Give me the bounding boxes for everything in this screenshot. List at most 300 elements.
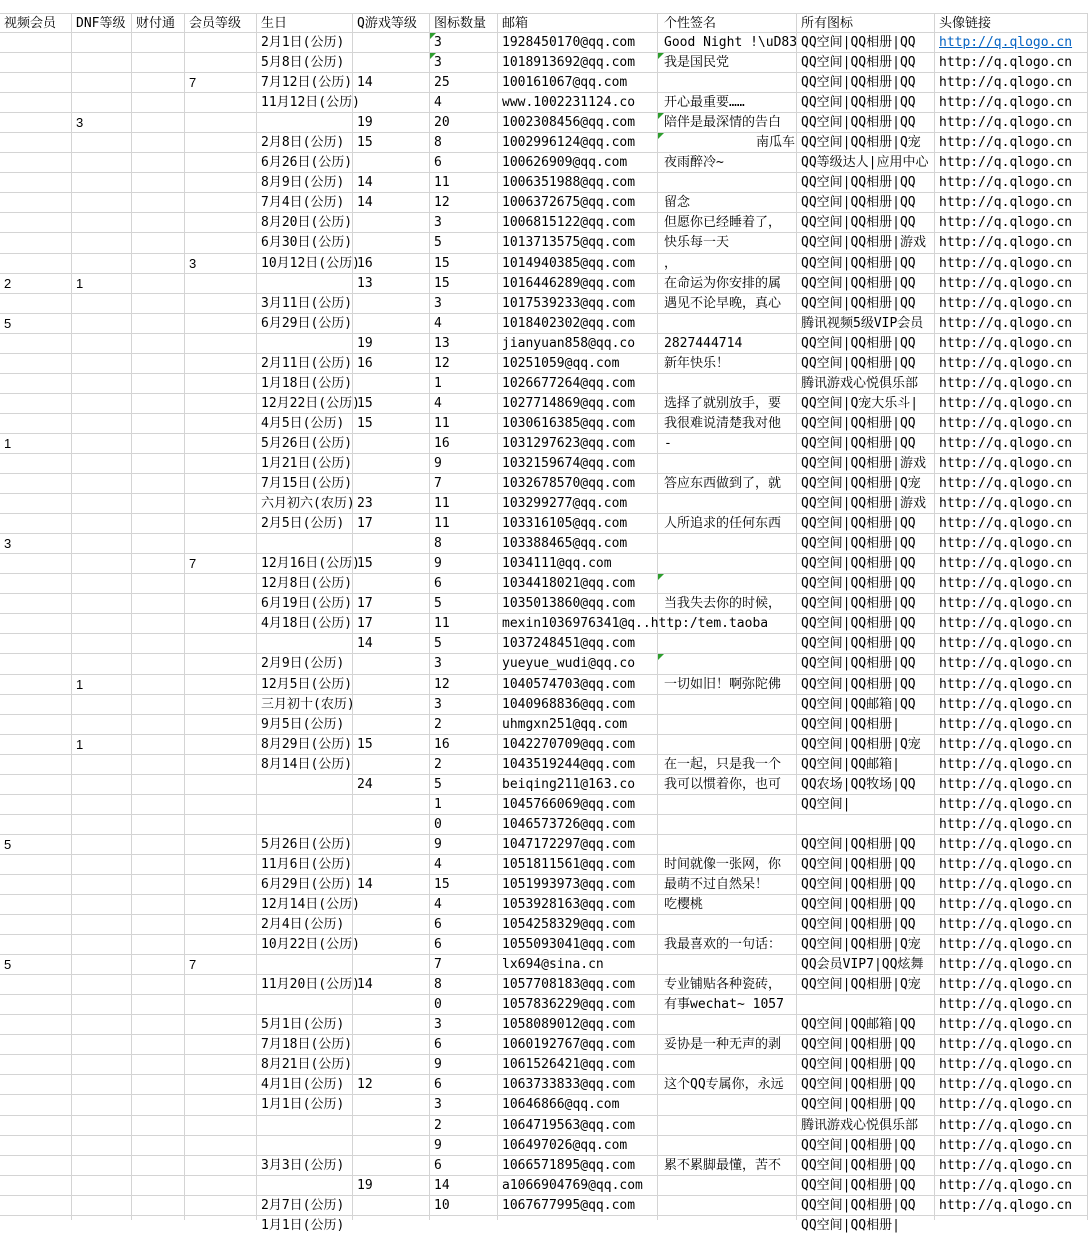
cell-tenpay[interactable] [132, 354, 185, 374]
cell-all_icons[interactable] [797, 1136, 935, 1156]
cell-qgame_level[interactable] [353, 1095, 430, 1115]
cell-icon_count[interactable] [430, 594, 498, 614]
cell-vip_level[interactable] [185, 1055, 257, 1075]
cell-avatar_link[interactable] [935, 614, 1088, 634]
cell-dnf_level[interactable] [72, 955, 132, 975]
cell-qgame_level[interactable] [353, 233, 430, 253]
cell-qgame_level[interactable] [353, 775, 430, 795]
cell-video_vip[interactable] [0, 594, 72, 614]
cell-all_icons[interactable] [797, 634, 935, 654]
cell-video_vip[interactable] [0, 294, 72, 314]
cell-signature[interactable] [658, 634, 797, 654]
cell-dnf_level[interactable] [72, 835, 132, 855]
cell-birthday[interactable] [257, 294, 353, 314]
cell-icon_count[interactable] [430, 33, 498, 53]
cell-dnf_level[interactable] [72, 654, 132, 674]
cell-video_vip[interactable] [0, 213, 72, 233]
cell-dnf_level[interactable] [72, 775, 132, 795]
cell-email[interactable] [498, 534, 658, 554]
cell-qgame_level[interactable] [353, 875, 430, 895]
cell-signature[interactable] [658, 414, 797, 434]
cell-email[interactable] [498, 474, 658, 494]
cell-video_vip[interactable] [0, 193, 72, 213]
cell-vip_level[interactable] [185, 955, 257, 975]
cell-video_vip[interactable] [0, 1116, 72, 1136]
cell-avatar_link[interactable] [935, 113, 1088, 133]
cell-all_icons[interactable] [797, 935, 935, 955]
cell-avatar_link[interactable] [935, 955, 1088, 975]
cell-dnf_level[interactable] [72, 935, 132, 955]
cell-avatar_link[interactable] [935, 795, 1088, 815]
cell-tenpay[interactable] [132, 975, 185, 995]
cell-tenpay[interactable] [132, 534, 185, 554]
cell-dnf_level[interactable] [72, 675, 132, 695]
cell-vip_level[interactable] [185, 675, 257, 695]
cell-email[interactable] [498, 955, 658, 975]
cell-signature[interactable] [658, 935, 797, 955]
cell-dnf_level[interactable] [72, 53, 132, 73]
cell-tenpay[interactable] [132, 1156, 185, 1176]
cell-video_vip[interactable] [0, 935, 72, 955]
cell-video_vip[interactable] [0, 795, 72, 815]
cell-dnf_level[interactable] [72, 494, 132, 514]
cell-email[interactable] [498, 815, 658, 835]
cell-icon_count[interactable] [430, 153, 498, 173]
cell-qgame_level[interactable] [353, 73, 430, 93]
cell-email[interactable] [498, 915, 658, 935]
cell-birthday[interactable] [257, 634, 353, 654]
cell-signature[interactable] [658, 294, 797, 314]
cell-dnf_level[interactable] [72, 133, 132, 153]
cell-avatar_link[interactable] [935, 534, 1088, 554]
cell-tenpay[interactable] [132, 514, 185, 534]
cell-all_icons[interactable] [797, 414, 935, 434]
cell-all_icons[interactable] [797, 574, 935, 594]
cell-qgame_level[interactable] [353, 895, 430, 915]
cell-email[interactable] [498, 1116, 658, 1136]
cell-qgame_level[interactable] [353, 594, 430, 614]
cell-video_vip[interactable] [0, 1055, 72, 1075]
cell-signature[interactable] [658, 514, 797, 534]
cell-dnf_level[interactable] [72, 274, 132, 294]
cell-avatar_link[interactable] [935, 935, 1088, 955]
cell-signature[interactable] [658, 53, 797, 73]
cell-qgame_level[interactable] [353, 193, 430, 213]
cell-qgame_level[interactable] [353, 494, 430, 514]
cell-qgame_level[interactable] [353, 454, 430, 474]
cell-qgame_level[interactable] [353, 995, 430, 1015]
cell-avatar_link[interactable] [935, 254, 1088, 274]
cell-qgame_level[interactable] [353, 715, 430, 735]
cell-all_icons[interactable] [797, 354, 935, 374]
cell-avatar_link[interactable] [935, 554, 1088, 574]
cell-dnf_level[interactable] [72, 1055, 132, 1075]
cell-video_vip[interactable] [0, 254, 72, 274]
cell-icon_count[interactable] [430, 1035, 498, 1055]
cell-birthday[interactable] [257, 434, 353, 454]
cell-dnf_level[interactable] [72, 1136, 132, 1156]
cell-signature[interactable] [658, 73, 797, 93]
cell-video_vip[interactable] [0, 1015, 72, 1035]
cell-qgame_level[interactable] [353, 675, 430, 695]
cell-avatar_link[interactable] [935, 334, 1088, 354]
cell-dnf_level[interactable] [72, 1216, 132, 1220]
cell-tenpay[interactable] [132, 614, 185, 634]
cell-qgame_level[interactable] [353, 394, 430, 414]
cell-vip_level[interactable] [185, 594, 257, 614]
cell-dnf_level[interactable] [72, 815, 132, 835]
cell-email[interactable] [498, 855, 658, 875]
cell-avatar_link[interactable] [935, 274, 1088, 294]
cell-qgame_level[interactable] [353, 1075, 430, 1095]
cell-email[interactable] [498, 434, 658, 454]
cell-icon_count[interactable] [430, 755, 498, 775]
cell-signature[interactable] [658, 1015, 797, 1035]
cell-video_vip[interactable] [0, 1095, 72, 1115]
cell-video_vip[interactable] [0, 354, 72, 374]
cell-vip_level[interactable] [185, 1176, 257, 1196]
cell-video_vip[interactable] [0, 334, 72, 354]
cell-video_vip[interactable] [0, 1156, 72, 1176]
cell-birthday[interactable] [257, 935, 360, 955]
cell-avatar_link[interactable] [935, 1035, 1088, 1055]
cell-video_vip[interactable] [0, 93, 72, 113]
cell-video_vip[interactable] [0, 634, 72, 654]
cell-birthday[interactable] [257, 1176, 353, 1196]
cell-birthday[interactable] [257, 895, 360, 915]
cell-email[interactable] [498, 875, 658, 895]
cell-tenpay[interactable] [132, 454, 185, 474]
cell-birthday[interactable] [257, 53, 353, 73]
cell-qgame_level[interactable] [353, 153, 430, 173]
cell-all_icons[interactable] [797, 454, 935, 474]
cell-dnf_level[interactable] [72, 755, 132, 775]
cell-signature[interactable] [658, 314, 797, 334]
cell-avatar_link[interactable] [935, 835, 1088, 855]
cell-video_vip[interactable] [0, 1136, 72, 1156]
cell-all_icons[interactable] [797, 1176, 935, 1196]
cell-birthday[interactable] [257, 73, 353, 93]
cell-email[interactable] [498, 1035, 658, 1055]
cell-vip_level[interactable] [185, 213, 257, 233]
cell-dnf_level[interactable] [72, 254, 132, 274]
cell-icon_count[interactable] [430, 975, 498, 995]
cell-dnf_level[interactable] [72, 1116, 132, 1136]
cell-video_vip[interactable] [0, 394, 72, 414]
cell-vip_level[interactable] [185, 334, 257, 354]
cell-email[interactable] [498, 755, 658, 775]
cell-dnf_level[interactable] [72, 895, 132, 915]
cell-tenpay[interactable] [132, 1216, 185, 1220]
cell-signature[interactable] [658, 955, 797, 975]
cell-tenpay[interactable] [132, 675, 185, 695]
cell-birthday[interactable] [257, 875, 353, 895]
cell-qgame_level[interactable] [353, 274, 430, 294]
cell-signature[interactable] [658, 133, 797, 153]
cell-all_icons[interactable] [797, 314, 935, 334]
cell-video_vip[interactable] [0, 133, 72, 153]
cell-dnf_level[interactable] [72, 915, 132, 935]
cell-avatar_link[interactable] [935, 634, 1088, 654]
cell-qgame_level[interactable] [353, 514, 430, 534]
cell-birthday[interactable] [257, 654, 353, 674]
cell-signature[interactable] [658, 254, 797, 274]
cell-icon_count[interactable] [430, 254, 498, 274]
header-qgame_level[interactable]: Q游戏等级 [353, 13, 430, 33]
cell-tenpay[interactable] [132, 735, 185, 755]
cell-icon_count[interactable] [430, 53, 498, 73]
cell-email[interactable] [498, 53, 658, 73]
cell-vip_level[interactable] [185, 394, 257, 414]
cell-all_icons[interactable] [797, 213, 935, 233]
cell-icon_count[interactable] [430, 995, 498, 1015]
cell-signature[interactable] [658, 494, 797, 514]
cell-video_vip[interactable] [0, 1035, 72, 1055]
cell-icon_count[interactable] [430, 735, 498, 755]
cell-birthday[interactable] [257, 775, 353, 795]
cell-birthday[interactable] [257, 715, 353, 735]
cell-avatar_link[interactable] [935, 755, 1088, 775]
cell-avatar_link[interactable] [935, 1216, 1088, 1220]
cell-icon_count[interactable] [430, 955, 498, 975]
cell-qgame_level[interactable] [353, 735, 430, 755]
cell-signature[interactable] [658, 454, 797, 474]
cell-tenpay[interactable] [132, 875, 185, 895]
cell-birthday[interactable] [257, 274, 353, 294]
cell-video_vip[interactable] [0, 1075, 72, 1095]
cell-icon_count[interactable] [430, 274, 498, 294]
cell-vip_level[interactable] [185, 193, 257, 213]
cell-dnf_level[interactable] [72, 394, 132, 414]
cell-video_vip[interactable] [0, 454, 72, 474]
cell-qgame_level[interactable] [353, 654, 430, 674]
cell-avatar_link[interactable] [935, 374, 1088, 394]
cell-vip_level[interactable] [185, 93, 257, 113]
cell-birthday[interactable] [257, 1075, 353, 1095]
cell-video_vip[interactable] [0, 1176, 72, 1196]
cell-tenpay[interactable] [132, 775, 185, 795]
cell-birthday[interactable] [257, 494, 353, 514]
cell-icon_count[interactable] [430, 654, 498, 674]
cell-avatar_link[interactable] [935, 1095, 1088, 1115]
cell-video_vip[interactable] [0, 534, 72, 554]
cell-qgame_level[interactable] [353, 133, 430, 153]
cell-avatar_link[interactable] [935, 895, 1088, 915]
cell-all_icons[interactable] [797, 695, 935, 715]
cell-tenpay[interactable] [132, 173, 185, 193]
cell-email[interactable] [498, 1196, 658, 1216]
cell-tenpay[interactable] [132, 33, 185, 53]
cell-icon_count[interactable] [430, 93, 498, 113]
cell-vip_level[interactable] [185, 1156, 257, 1176]
cell-avatar_link[interactable] [935, 594, 1088, 614]
cell-avatar_link[interactable] [935, 675, 1088, 695]
cell-video_vip[interactable] [0, 554, 72, 574]
cell-birthday[interactable] [257, 33, 353, 53]
cell-dnf_level[interactable] [72, 514, 132, 534]
cell-vip_level[interactable] [185, 1095, 257, 1115]
cell-icon_count[interactable] [430, 1156, 498, 1176]
cell-qgame_level[interactable] [353, 354, 430, 374]
cell-video_vip[interactable] [0, 494, 72, 514]
cell-all_icons[interactable] [797, 133, 935, 153]
cell-video_vip[interactable] [0, 875, 72, 895]
cell-icon_count[interactable] [430, 1055, 498, 1075]
cell-tenpay[interactable] [132, 113, 185, 133]
cell-vip_level[interactable] [185, 755, 257, 775]
cell-signature[interactable] [658, 835, 797, 855]
cell-all_icons[interactable] [797, 895, 935, 915]
cell-signature[interactable] [658, 875, 797, 895]
header-video_vip[interactable]: 视频会员 [0, 13, 72, 33]
cell-signature[interactable] [658, 1216, 797, 1220]
cell-signature[interactable] [658, 374, 797, 394]
cell-qgame_level[interactable] [353, 855, 430, 875]
cell-vip_level[interactable] [185, 374, 257, 394]
cell-vip_level[interactable] [185, 494, 257, 514]
cell-email[interactable] [498, 514, 658, 534]
cell-video_vip[interactable] [0, 314, 72, 334]
cell-icon_count[interactable] [430, 213, 498, 233]
cell-dnf_level[interactable] [72, 1035, 132, 1055]
cell-tenpay[interactable] [132, 895, 185, 915]
cell-email[interactable] [498, 334, 658, 354]
cell-email[interactable] [498, 775, 658, 795]
cell-avatar_link[interactable] [935, 193, 1088, 213]
cell-vip_level[interactable] [185, 735, 257, 755]
cell-icon_count[interactable] [430, 1015, 498, 1035]
cell-signature[interactable] [658, 474, 797, 494]
cell-all_icons[interactable] [797, 374, 935, 394]
cell-vip_level[interactable] [185, 634, 257, 654]
cell-qgame_level[interactable] [353, 915, 430, 935]
cell-dnf_level[interactable] [72, 1095, 132, 1115]
cell-all_icons[interactable] [797, 755, 935, 775]
cell-tenpay[interactable] [132, 634, 185, 654]
cell-signature[interactable] [658, 855, 797, 875]
cell-avatar_link[interactable] [935, 995, 1088, 1015]
cell-dnf_level[interactable] [72, 153, 132, 173]
cell-avatar_link[interactable] [935, 133, 1088, 153]
cell-qgame_level[interactable] [353, 113, 430, 133]
cell-email[interactable] [498, 133, 658, 153]
cell-dnf_level[interactable] [72, 73, 132, 93]
cell-tenpay[interactable] [132, 153, 185, 173]
cell-signature[interactable] [658, 574, 797, 594]
cell-dnf_level[interactable] [72, 233, 132, 253]
cell-vip_level[interactable] [185, 915, 257, 935]
cell-email[interactable] [498, 975, 658, 995]
cell-vip_level[interactable] [185, 895, 257, 915]
cell-avatar_link[interactable] [935, 73, 1088, 93]
cell-all_icons[interactable] [797, 1196, 935, 1216]
cell-qgame_level[interactable] [353, 534, 430, 554]
cell-qgame_level[interactable] [353, 474, 430, 494]
cell-avatar_link[interactable] [935, 695, 1088, 715]
cell-qgame_level[interactable] [353, 935, 430, 955]
cell-all_icons[interactable] [797, 113, 935, 133]
cell-icon_count[interactable] [430, 394, 498, 414]
cell-avatar_link[interactable] [935, 975, 1088, 995]
cell-tenpay[interactable] [132, 1035, 185, 1055]
cell-vip_level[interactable] [185, 614, 257, 634]
cell-all_icons[interactable] [797, 474, 935, 494]
cell-birthday[interactable] [257, 1196, 353, 1216]
cell-icon_count[interactable] [430, 193, 498, 213]
cell-qgame_level[interactable] [353, 1116, 430, 1136]
cell-signature[interactable] [658, 975, 797, 995]
cell-email[interactable] [498, 895, 658, 915]
cell-all_icons[interactable] [797, 274, 935, 294]
cell-video_vip[interactable] [0, 995, 72, 1015]
cell-avatar_link[interactable] [935, 434, 1088, 454]
cell-email[interactable] [498, 614, 769, 634]
header-avatar_link[interactable]: 头像链接 [935, 13, 1088, 33]
cell-birthday[interactable] [257, 474, 353, 494]
cell-vip_level[interactable] [185, 875, 257, 895]
cell-dnf_level[interactable] [72, 314, 132, 334]
cell-icon_count[interactable] [430, 73, 498, 93]
cell-icon_count[interactable] [430, 875, 498, 895]
cell-dnf_level[interactable] [72, 334, 132, 354]
cell-vip_level[interactable] [185, 434, 257, 454]
cell-avatar_link[interactable] [935, 1136, 1088, 1156]
header-all_icons[interactable]: 所有图标 [797, 13, 935, 33]
cell-qgame_level[interactable] [353, 173, 430, 193]
cell-tenpay[interactable] [132, 193, 185, 213]
cell-tenpay[interactable] [132, 1055, 185, 1075]
cell-all_icons[interactable] [797, 835, 935, 855]
cell-vip_level[interactable] [185, 354, 257, 374]
cell-signature[interactable] [658, 434, 797, 454]
cell-birthday[interactable] [257, 314, 353, 334]
cell-tenpay[interactable] [132, 374, 185, 394]
cell-tenpay[interactable] [132, 213, 185, 233]
cell-vip_level[interactable] [185, 514, 257, 534]
cell-avatar_link[interactable] [935, 514, 1088, 534]
cell-all_icons[interactable] [797, 233, 935, 253]
cell-vip_level[interactable] [185, 1075, 257, 1095]
cell-all_icons[interactable] [797, 254, 935, 274]
cell-email[interactable] [498, 795, 658, 815]
cell-qgame_level[interactable] [353, 695, 430, 715]
cell-all_icons[interactable] [797, 775, 935, 795]
cell-vip_level[interactable] [185, 1136, 257, 1156]
cell-qgame_level[interactable] [353, 614, 430, 634]
cell-icon_count[interactable] [430, 233, 498, 253]
cell-tenpay[interactable] [132, 1176, 185, 1196]
cell-tenpay[interactable] [132, 995, 185, 1015]
cell-qgame_level[interactable] [353, 955, 430, 975]
cell-email[interactable] [498, 394, 658, 414]
cell-birthday[interactable] [257, 1116, 353, 1136]
cell-avatar_link[interactable] [935, 654, 1088, 674]
cell-birthday[interactable] [257, 815, 353, 835]
cell-all_icons[interactable] [797, 815, 935, 835]
cell-qgame_level[interactable] [353, 795, 430, 815]
cell-dnf_level[interactable] [72, 93, 132, 113]
cell-email[interactable] [498, 233, 658, 253]
cell-tenpay[interactable] [132, 915, 185, 935]
cell-dnf_level[interactable] [72, 193, 132, 213]
cell-dnf_level[interactable] [72, 33, 132, 53]
cell-email[interactable] [498, 715, 658, 735]
cell-birthday[interactable] [257, 835, 353, 855]
cell-all_icons[interactable] [797, 675, 935, 695]
cell-signature[interactable] [658, 554, 797, 574]
cell-dnf_level[interactable] [72, 574, 132, 594]
cell-signature[interactable] [658, 1055, 797, 1075]
